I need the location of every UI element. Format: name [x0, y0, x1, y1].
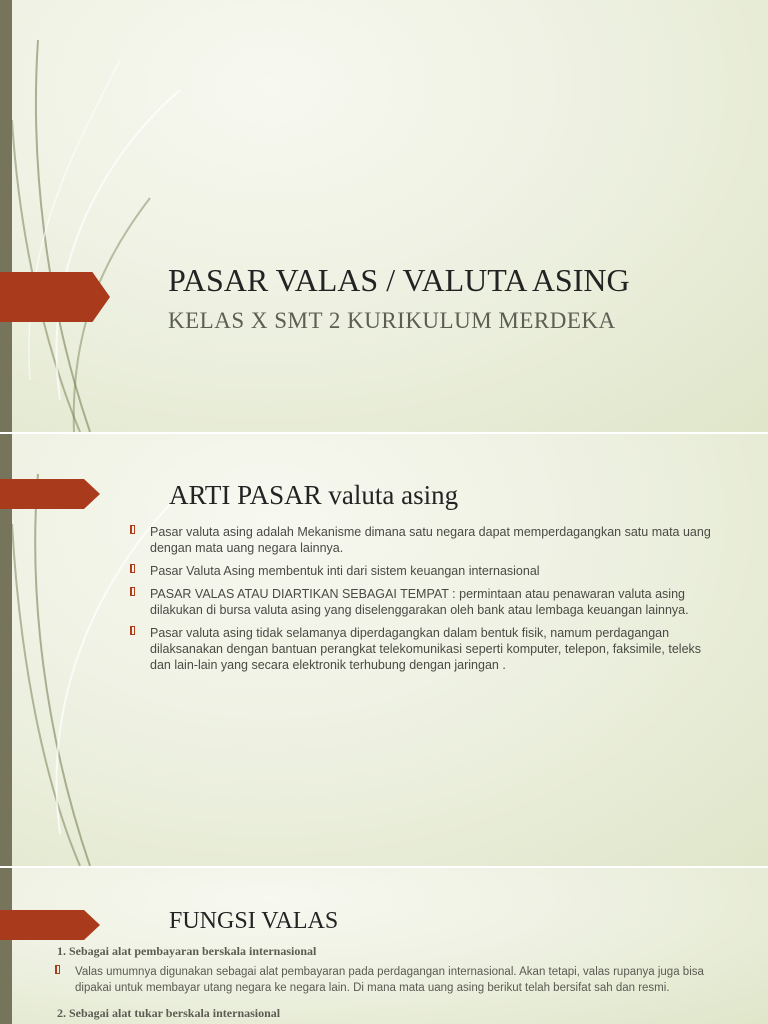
list-item-text: Pasar valuta asing adalah Mekanisme dimana satu negara dapat memperdagangkan satu mata uang dengan mata uang negara lainnya.	[150, 525, 711, 555]
title-arrow-marker	[0, 910, 100, 940]
list-item	[130, 586, 715, 618]
bullet-icon	[55, 965, 60, 974]
list-item	[55, 964, 723, 996]
slide-subtitle: KELAS X SMT 2 KURIKULUM MERDEKA	[168, 308, 616, 333]
list-item-text: Valas umumnya digunakan sebagai alat pembayaran pada perdagangan internasional. Akan tetapi, valas rupanya juga bisa dipakai untuk membayar utang negara ke negara lain. Di mana mata uang asing berikut telah bersifat sah dan resmi.	[75, 966, 704, 994]
slide-left-bar	[0, 868, 12, 1024]
bullet-icon	[130, 587, 135, 596]
title-arrow-marker	[0, 479, 100, 509]
slide-title	[0, 0, 768, 432]
bullet-icon	[130, 626, 135, 635]
list-item	[130, 625, 715, 673]
bullet-icon	[130, 525, 135, 534]
bullet-icon	[130, 564, 135, 573]
function-point-1: 1. Sebagai alat pembayaran berskala internasional	[57, 944, 317, 958]
slide-title-heading: PASAR VALAS / VALUTA ASING	[168, 262, 630, 298]
list-item	[130, 563, 715, 579]
list-item-text: PASAR VALAS ATAU DIARTIKAN SEBAGAI TEMPAT : permintaan atau penawaran valuta asing dilakukan di bursa valuta asing yang diselenggarakan oleh bank atau lembaga keuangan lainnya.	[150, 587, 689, 617]
decorative-curves	[0, 0, 200, 432]
slide-heading: FUNGSI VALAS	[169, 908, 339, 934]
list-item-text: Pasar valuta asing tidak selamanya diperdagangkan dalam bentuk fisik, namum perdagangan dilaksanakan dengan bantuan perangkat telekomunikasi seperti komputer, telepon, faksimile, teleks dan lain-lain yang secara elektronik terhubung dengan jaringan .	[150, 626, 702, 672]
list-item-text: Pasar Valuta Asing membentuk inti dari sistem keuangan internasional	[150, 564, 540, 578]
bullet-list	[55, 964, 723, 996]
list-item	[130, 524, 715, 556]
slide-arti-pasar	[0, 434, 768, 866]
slide-fungsi-valas	[0, 868, 768, 1024]
slide-heading: ARTI PASAR valuta asing	[169, 480, 459, 510]
bullet-list	[130, 524, 715, 680]
function-point-2: 2. Sebagai alat tukar berskala internasional	[57, 1006, 281, 1020]
title-arrow-marker	[0, 272, 110, 322]
